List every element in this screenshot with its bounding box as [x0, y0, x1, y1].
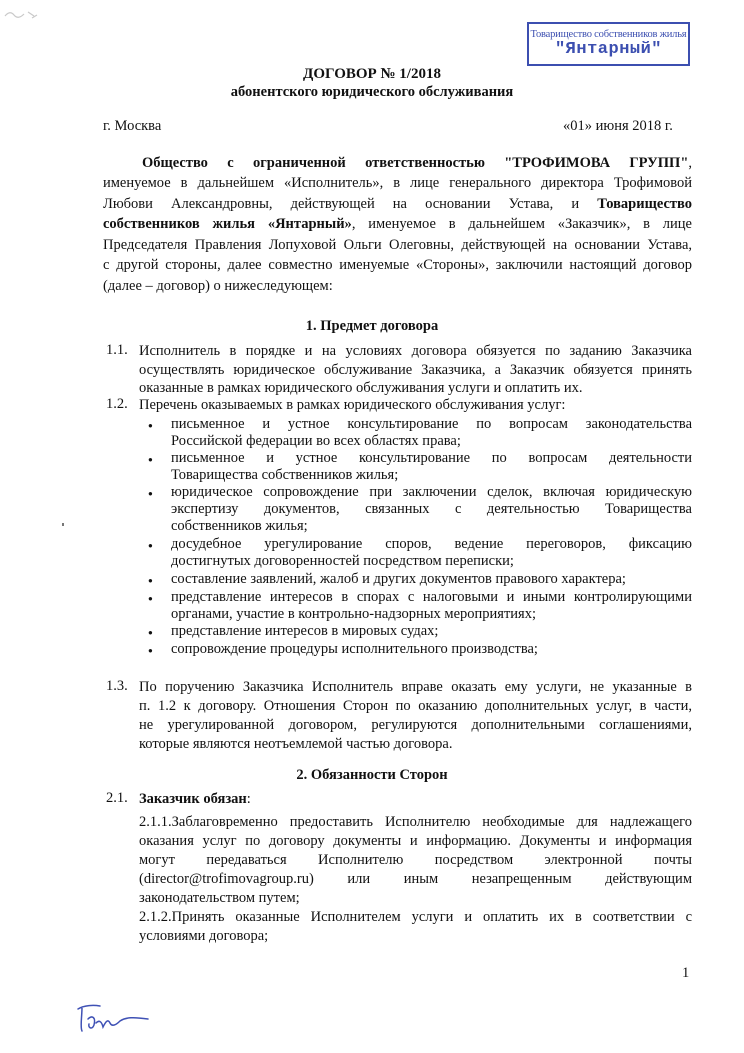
document-subtitle: абонентского юридического обслуживания [230, 84, 514, 100]
service-item-line: органами, участие в контрольно-надзорных мероприятиях; [171, 606, 536, 622]
clause-2-1-text [139, 790, 251, 809]
intro-line-2: именуемое в дальнейшем «Исполнитель», в лице генерального директора Трофимовой [103, 175, 692, 191]
bullet-icon: ● [148, 455, 153, 464]
bullet-icon: ● [148, 646, 153, 655]
clause-1-3-line-2: п. 1.2 к договору. Отношения Сторон по оказанию дополнительных услуг, в части, [139, 698, 692, 714]
stamp-line-2: "Янтарный" [554, 40, 663, 59]
clause-2-1-1-line-5: законодательством путем; [139, 890, 300, 906]
clause-2-1-1-line-1: 2.1.1.Заблаговременно предоставить Исполнителю необходимые для надлежащего [139, 814, 692, 830]
clause-2-1-2-line-2: условиями договора; [139, 928, 269, 944]
contract-date: «01» июня 2018 г. [563, 118, 673, 134]
intro-line-4 [103, 214, 692, 235]
section-1-heading: 1. Предмет договора [305, 318, 439, 334]
clause-1-3-line-1: По поручению Заказчика Исполнитель вправе оказать ему услуги, не указанные в [139, 679, 692, 695]
clause-1-1-line-3: оказанные в рамках юридического обслуживания услуги и оплатить их. [139, 380, 583, 396]
clause-2-1-1-line-4: (director@trofimovagroup.ru) или иным незапрещенным действующим [139, 871, 692, 887]
customer-name-part1: Товарищество [597, 196, 692, 212]
service-item-line: Товарищества собственников жилья; [171, 467, 399, 483]
bullet-icon: ● [148, 628, 153, 637]
contractor-name: Общество с ограниченной ответственностью "ТРОФИМОВА ГРУПП" [142, 155, 689, 171]
intro-line-5: Председателя Правления Лопуховой Ольги Олеговны, действующей на основании Устава, [103, 237, 692, 253]
intro-text: , именуемое в дальнейшем «Заказчик», в лице [351, 216, 692, 232]
handwritten-signature [70, 997, 160, 1044]
intro-line-6: с другой стороны, далее совместно именуемые «Стороны», заключили настоящий договор [103, 257, 692, 273]
page-number: 1 [682, 965, 690, 981]
service-item-line: письменное и устное консультирование по вопросам законодательства [171, 416, 692, 432]
service-item-line: досудебное урегулирование споров, ведение переговоров, фиксацию [171, 536, 692, 552]
service-item-line: представление интересов в мировых судах; [171, 623, 439, 639]
corner-scribble [2, 6, 42, 29]
bullet-icon: ● [148, 576, 153, 585]
clause-1-1-number: 1.1. [106, 342, 128, 358]
customer-obligations-label: Заказчик обязан [139, 791, 247, 807]
service-item-line: письменное и устное консультирование по вопросам деятельности [171, 450, 692, 466]
clause-1-3-line-4: которые являются неотъемлемой частью договора. [139, 736, 453, 752]
clause-1-2-text: Перечень оказываемых в рамках юридического обслуживания услуг: [139, 397, 566, 413]
bullet-icon: ● [148, 541, 153, 550]
clause-2-1-2-line-1: 2.1.2.Принять оказанные Исполнителем услуги и оплатить их в соответствии с [139, 909, 692, 925]
service-item-line: составление заявлений, жалоб и других документов правового характера; [171, 571, 626, 587]
service-item-line: Российской федерации во всех областях права; [171, 433, 461, 449]
customer-name-part2: собственников жилья «Янтарный» [103, 216, 352, 232]
clause-2-1-number: 2.1. [106, 790, 128, 806]
organization-stamp [527, 22, 690, 66]
intro-comma: , [688, 155, 692, 171]
intro-text: Любови Александровны, действующей на основании Устава, и [103, 196, 598, 212]
stray-mark [62, 523, 64, 526]
clause-2-1-1-line-2: оказания услуг по договору документы и информацию. Документы и информация [139, 833, 692, 849]
city: г. Москва [103, 118, 162, 134]
intro-line-1 [142, 153, 692, 174]
service-item-line: собственников жилья; [171, 518, 308, 534]
clause-1-3-line-3: не урегулированной договором, регулируются дополнительными соглашениями, [139, 717, 692, 733]
clause-1-1-line-1: Исполнитель в порядке и на условиях договора обязуется по заданию Заказчика [139, 343, 692, 359]
intro-line-7: (далее – договор) о нижеследующем: [103, 278, 333, 294]
intro-line-3 [103, 194, 692, 215]
bullet-icon: ● [148, 489, 153, 498]
bullet-icon: ● [148, 594, 153, 603]
clause-1-1-line-2: осуществлять юридическое обслуживание Заказчика, а Заказчик обязуется принять [139, 362, 692, 378]
section-2-heading: 2. Обязанности Сторон [296, 767, 448, 783]
clause-1-3-number: 1.3. [106, 678, 128, 694]
stamp-line-1: Товарищество собственников жилья [530, 29, 687, 40]
service-item-line: сопровождение процедуры исполнительного производства; [171, 641, 538, 657]
service-item-line: юридическое сопровождение при заключении сделок, включая юридическую [171, 484, 692, 500]
colon: : [246, 791, 251, 807]
service-item-line: экспертизу документов, связанных с деятельностью Товарищества [171, 501, 692, 517]
clause-2-1-1-line-3: могут передаваться Исполнителю посредством электронной почты [139, 852, 692, 868]
clause-1-2-number: 1.2. [106, 396, 128, 412]
service-item-line: достигнутых договоренностей посредством переписки; [171, 553, 514, 569]
bullet-icon: ● [148, 421, 153, 430]
service-item-line: представление интересов в спорах с налоговыми и иными контролирующими [171, 589, 692, 605]
document-title: ДОГОВОР № 1/2018 [303, 66, 441, 82]
